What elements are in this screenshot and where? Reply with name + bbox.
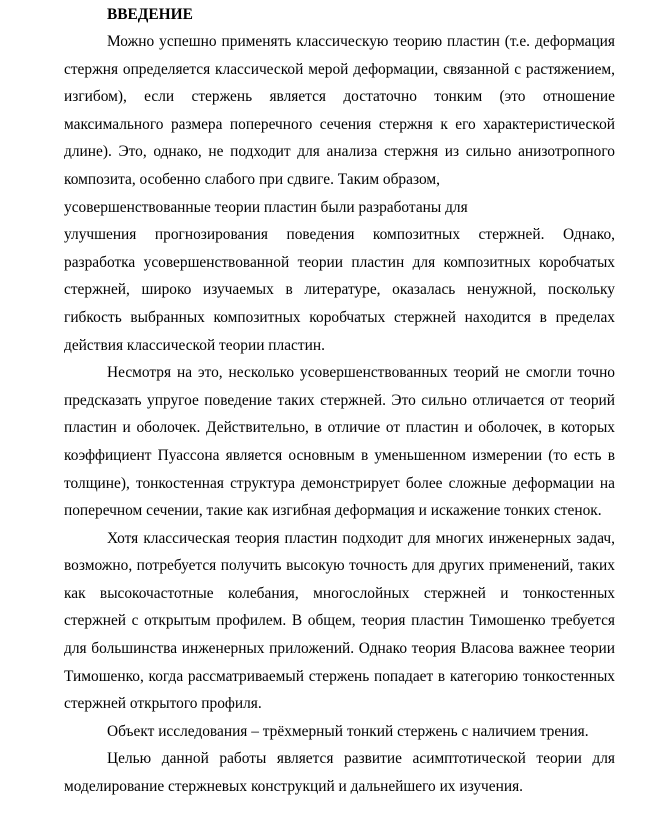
paragraph-2: Несмотря на это, несколько усовершенствованных теорий не смогли точно предсказать упругое поведение таких стержней. Это сильно отличается от теорий пластин и оболочек. Действительно, в отличие от пластин и оболочек, в которых коэффициент Пуассона является основным в уменьшенном измерении (то есть в толщине), тонкостенная структура демонстрирует более сложные деформации на поперечном сечении, такие как изгибная деформация и искажение тонких стенок.: [64, 364, 615, 520]
paragraph-3: Хотя классическая теория пластин подходит для многих инженерных задач, возможно, потребуется получить высокую точность для других применений, таких как высокочастотные колебания, многослойных стержней и тонкостенных стержней с открытым профилем. В общем, теория пластин Тимошенко требуется для большинства инженерных приложений. Однако теория Власова важнее теории Тимошенко, когда рассматриваемый стержень попадает в категорию тонкостенных стержней открытого профиля.: [64, 529, 615, 713]
section-heading: ВВЕДЕНИЕ: [107, 6, 193, 23]
paragraph-goal: Целью данной работы является развитие асимптотической теории для моделирование стержневых конструкций и дальнейшего их изучения.: [64, 750, 615, 796]
paragraph-1-short-line: усовершенствованные теории пластин были разработаны для: [64, 198, 468, 216]
research-object-line: Объект исследования – трёхмерный тонкий стержень с наличием трения.: [107, 722, 589, 740]
paragraph-1-part-1: Можно успешно применять классическую теорию пластин (т.е. деформация стержня определяется классической мерой деформации, связанной с растяжением, изгибом), если стержень является достаточно тонким (это отношение максимального размера поперечного сечения стержня к его характеристической длине). Это, однако, не подходит для анализа стержня из сильно анизотропного композита, особенно слабого при сдвиге. Таким образом,: [64, 33, 615, 188]
paragraph-1-part-2: улучшения прогнозирования поведения композитных стержней. Однако, разработка усовершенствованной теории пластин для композитных коробчатых стержней, широко изучаемых в литературе, оказалась ненужной, поскольку гибкость выбранных композитных коробчатых стержней находится в пределах действия классической теории пластин.: [64, 226, 615, 354]
